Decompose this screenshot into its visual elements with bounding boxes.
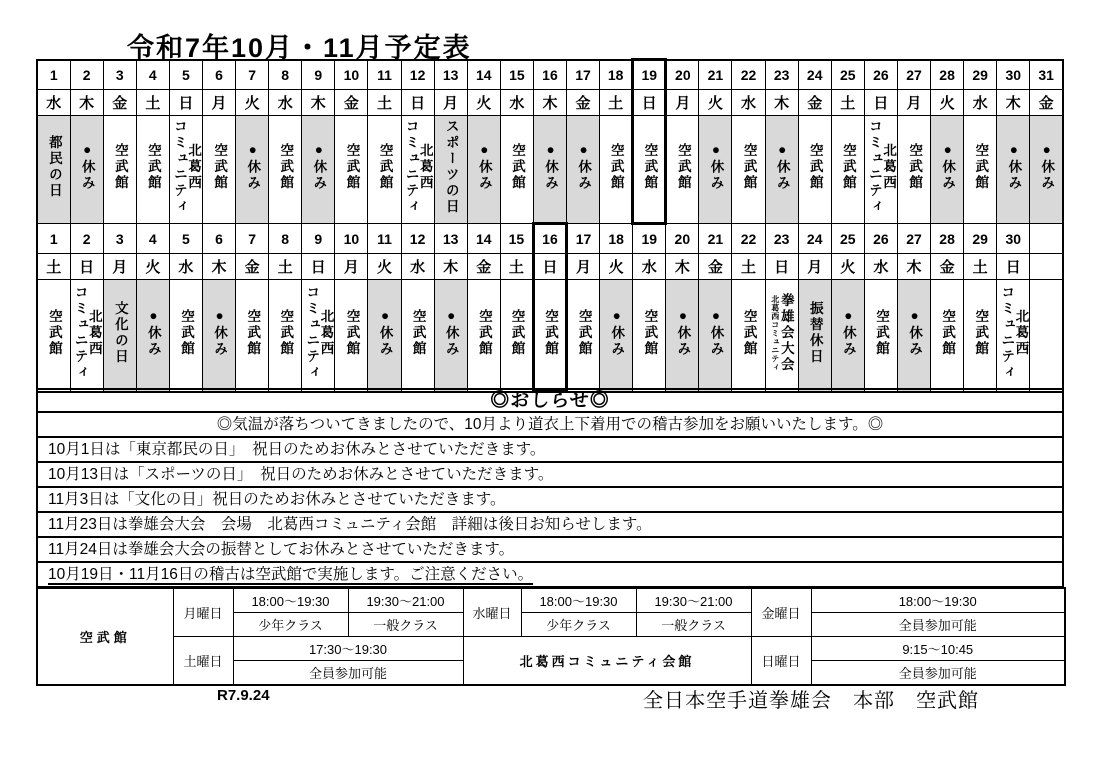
november-day18-weekday-cell: 火 [600,254,633,280]
november-day15-activity-cell [500,280,533,392]
activity-vertical-text: 空武館 [278,308,294,357]
activity-vertical-text: ●休み [543,141,559,192]
notice-text: 10月19日・11月16日の稽古は空武館で実施します。ご注意ください。 [48,566,534,583]
october-day8-date-cell: 8 [269,60,302,90]
activity-vertical-text: 空武館 [509,308,525,357]
notice-text: 10月13日は「スポーツの日」 祝日のためお休みとさせていただきます。 [48,466,554,483]
october-day23-activity-cell [765,116,798,224]
october-day2-activity-cell [70,116,103,224]
november-day5-weekday-cell: 水 [169,254,202,280]
november-day3-weekday-cell: 月 [103,254,136,280]
october-day3-activity-cell [103,116,136,224]
footer-organization: 全日本空手道拳雄会 本部 空武館 [643,690,979,712]
activity-vertical-text: 空武館 [245,308,261,357]
november-day19-date-cell: 19 [633,224,666,254]
november-day28-activity-cell [931,280,964,392]
activity-vertical-text: ●休み [708,142,724,192]
activity-vertical-text: 空武館 [608,143,624,191]
sunday-time: 9:15～10:45 [811,637,1065,661]
activity-vertical-text: ●休み [79,142,95,192]
november-day28-weekday-cell: 金 [931,254,964,280]
november-day2-date-cell: 2 [70,224,103,254]
october-day18-weekday-cell: 土 [600,90,633,116]
wednesday-slot2-time: 19:30～21:00 [636,588,751,613]
activity-vertical-text: 北葛西 コミュニティ [866,119,897,215]
october-day16-date-cell: 16 [533,60,566,90]
october-day25-weekday-cell: 土 [831,90,864,116]
november-activities-row [37,280,1063,392]
monday-label: 月曜日 [173,588,233,637]
october-day8-weekday-cell: 水 [269,90,302,116]
november-day18-date-cell: 18 [600,224,633,254]
november-day6-date-cell: 6 [202,224,235,254]
october-day24-date-cell: 24 [798,60,831,90]
november-day27-date-cell: 27 [897,224,930,254]
october-day28-weekday-cell: 火 [931,90,964,116]
october-day27-activity-cell [897,116,930,224]
friday-time: 18:00～19:30 [811,588,1065,613]
notice-text: 11月3日は「文化の日」祝日のためお休みとさせていただきます。 [48,491,506,508]
activity-vertical-text: 文化の日 [112,300,128,365]
october-day10-date-cell: 10 [335,60,368,90]
activity-vertical-text: ●休み [609,308,625,358]
notices-header: ◎おしらせ◎ [38,390,1062,413]
october-day25-activity-cell [831,116,864,224]
wednesday-label: 水曜日 [463,588,521,637]
november-day9-date-cell: 9 [302,224,335,254]
october-day1-date-cell: 1 [37,60,70,90]
november-day25-weekday-cell: 火 [831,254,864,280]
november-dayempty30-date-cell [1030,224,1063,254]
november-day1-date-cell: 1 [37,224,70,254]
november-day29-date-cell: 29 [964,224,997,254]
wednesday-slot1-time: 18:00～19:30 [521,588,636,613]
activity-vertical-text: 空武館 [212,143,228,191]
activity-vertical-text: 空武館 [642,142,658,191]
november-day11-weekday-cell: 火 [368,254,401,280]
activity-vertical-text: ●休み [476,142,492,192]
october-day3-weekday-cell: 金 [103,90,136,116]
november-day3-date-cell: 3 [103,224,136,254]
october-day17-date-cell: 17 [567,60,600,90]
november-day3-activity-cell [103,280,136,392]
october-day11-activity-cell [368,116,401,224]
notices-rows [38,413,1062,586]
october-day15-weekday-cell: 水 [500,90,533,116]
monday-slot1-class: 少年クラス [233,613,348,637]
october-day6-weekday-cell: 月 [202,90,235,116]
sunday-label: 日曜日 [751,637,811,686]
notice-row-3 [38,463,1062,488]
notice-row-7 [38,563,1062,586]
november-day22-activity-cell [732,280,765,392]
activity-vertical-text: 空武館 [940,308,956,357]
activity-vertical-text: 空武館 [509,143,525,191]
notice-row-4 [38,488,1062,513]
wednesday-slot1-class: 少年クラス [521,613,636,637]
november-day14-activity-cell [467,280,500,392]
october-day23-weekday-cell: 木 [765,90,798,116]
october-day14-weekday-cell: 火 [467,90,500,116]
activity-vertical-text: 都民の日 [46,135,62,199]
november-day5-activity-cell [169,280,202,392]
november-day23-weekday-cell: 日 [765,254,798,280]
november-dayempty30-weekday-cell [1030,254,1063,280]
activity-vertical-text: 空武館 [344,143,360,191]
october-day22-activity-cell [732,116,765,224]
wednesday-slot2-class: 一般クラス [636,613,751,637]
october-day5-date-cell: 5 [169,60,202,90]
activity-vertical-text: ●休み [443,308,459,358]
november-day1-activity-cell [37,280,70,392]
october-day12-weekday-cell: 日 [401,90,434,116]
october-day5-weekday-cell: 日 [169,90,202,116]
page-title: 令和7年10月・11月予定表 [127,33,472,63]
november-day26-activity-cell [864,280,897,392]
activity-vertical-text: 空武館 [46,308,62,357]
october-day18-date-cell: 18 [600,60,633,90]
october-day29-date-cell: 29 [964,60,997,90]
november-day12-activity-cell [401,280,434,392]
november-day23-activity-cell [765,280,798,392]
november-day30-weekday-cell: 日 [997,254,1030,280]
activity-vertical-text: 空武館 [741,143,757,191]
activity-vertical-text: 北葛西 コミュニティ [999,284,1029,381]
october-day11-date-cell: 11 [368,60,401,90]
october-day2-date-cell: 2 [70,60,103,90]
october-day29-activity-cell [964,116,997,224]
november-day6-weekday-cell: 木 [202,254,235,280]
activity-vertical-text: 空武館 [642,308,658,357]
october-dates-row [37,60,1063,90]
november-day24-date-cell: 24 [798,224,831,254]
october-day7-date-cell: 7 [236,60,269,90]
october-day23-date-cell: 23 [765,60,798,90]
october-day11-weekday-cell: 土 [368,90,401,116]
activity-vertical-text: ●休み [907,308,923,358]
november-dates-row [37,224,1063,254]
october-day3-date-cell: 3 [103,60,136,90]
october-day6-activity-cell [202,116,235,224]
october-day26-weekday-cell: 日 [864,90,897,116]
activity-vertical-text: 空武館 [741,308,757,357]
october-day22-date-cell: 22 [732,60,765,90]
october-day30-activity-cell [997,116,1030,224]
november-day13-date-cell: 13 [434,224,467,254]
october-day1-weekday-cell: 水 [37,90,70,116]
activity-vertical-text: 空武館 [873,308,889,357]
november-day4-date-cell: 4 [136,224,169,254]
activity-vertical-text: 空武館 [807,143,823,191]
sunday-class: 全員参加可能 [811,661,1065,686]
october-day17-weekday-cell: 金 [567,90,600,116]
november-day14-date-cell: 14 [467,224,500,254]
october-day18-activity-cell [600,116,633,224]
november-day25-date-cell: 25 [831,224,864,254]
november-day29-weekday-cell: 土 [964,254,997,280]
october-day16-activity-cell [533,116,566,224]
october-day26-date-cell: 26 [864,60,897,90]
activity-vertical-text: ●休み [377,308,393,358]
november-day22-weekday-cell: 土 [732,254,765,280]
november-day16-date-cell: 16 [533,224,566,254]
november-day9-activity-cell [302,280,335,392]
notice-text: 10月1日は「東京都民の日」 祝日のためお休みとさせていただきます。 [48,441,546,458]
october-day31-activity-cell [1030,116,1063,224]
october-day14-date-cell: 14 [467,60,500,90]
practice-schedule-table [36,587,1066,686]
november-day11-date-cell: 11 [368,224,401,254]
october-day16-weekday-cell: 木 [533,90,566,116]
november-day10-weekday-cell: 月 [335,254,368,280]
activity-vertical-text: 空武館 [973,308,989,357]
october-day4-weekday-cell: 土 [136,90,169,116]
activity-vertical-text: ●休み [311,142,327,192]
october-day13-weekday-cell: 月 [434,90,467,116]
november-day7-date-cell: 7 [236,224,269,254]
november-day7-weekday-cell: 金 [236,254,269,280]
november-day21-date-cell: 21 [699,224,732,254]
saturday-time: 17:30～19:30 [233,637,463,661]
november-day17-weekday-cell: 月 [567,254,600,280]
saturday-class: 全員参加可能 [233,661,463,686]
activity-vertical-text: 空武館 [377,143,393,191]
october-weekdays-row [37,90,1063,116]
november-day19-weekday-cell: 水 [633,254,666,280]
november-day20-activity-cell [666,280,699,392]
october-day7-weekday-cell: 火 [236,90,269,116]
activity-vertical-text: 空武館 [145,143,161,191]
october-day12-activity-cell [401,116,434,224]
november-day30-date-cell: 30 [997,224,1030,254]
notice-row-2 [38,438,1062,463]
activity-vertical-text: ●休み [145,308,161,358]
november-day28-date-cell: 28 [931,224,964,254]
october-day8-activity-cell [269,116,302,224]
notice-text: 11月23日は拳雄会大会 会場 北葛西コミュニティ会館 詳細は後日お知らせします。 [48,516,652,533]
activity-vertical-text: ●休み [245,142,261,192]
october-day25-date-cell: 25 [831,60,864,90]
october-day24-activity-cell [798,116,831,224]
november-day21-weekday-cell: 金 [699,254,732,280]
november-day4-weekday-cell: 火 [136,254,169,280]
activity-vertical-text: 空武館 [476,308,492,357]
november-day17-activity-cell [567,280,600,392]
november-day4-activity-cell [136,280,169,392]
november-weekdays-row [37,254,1063,280]
notice-row-1 [38,413,1062,438]
october-day6-date-cell: 6 [202,60,235,90]
november-day23-date-cell: 23 [765,224,798,254]
activity-vertical-text: ●休み [212,308,228,358]
notice-text: 11月24日は拳雄会大会の振替としてお休みとさせていただきます。 [48,541,515,558]
activity-vertical-text: スポーツの日 [443,119,459,215]
october-day5-activity-cell [169,116,202,224]
november-day10-date-cell: 10 [335,224,368,254]
october-day29-weekday-cell: 水 [964,90,997,116]
activity-vertical-text: 空武館 [973,143,989,191]
activity-vertical-text: 北葛西 コミュニティ [403,119,433,215]
october-day13-date-cell: 13 [434,60,467,90]
activity-vertical-text: ●休み [576,142,592,192]
october-day27-weekday-cell: 月 [897,90,930,116]
november-day20-weekday-cell: 木 [666,254,699,280]
venue-kubukan-label: 空武館 [37,588,173,685]
november-day14-weekday-cell: 金 [467,254,500,280]
notices-section [36,388,1064,588]
october-day15-date-cell: 15 [500,60,533,90]
saturday-label: 土曜日 [173,637,233,686]
activity-vertical-text: ●休み [675,308,691,358]
notice-row-5 [38,513,1062,538]
notice-row-6 [38,538,1062,563]
october-activities-row [37,116,1063,224]
friday-label: 金曜日 [751,588,811,637]
november-day13-activity-cell [434,280,467,392]
october-day28-date-cell: 28 [931,60,964,90]
october-day31-weekday-cell: 金 [1030,90,1063,116]
october-day27-date-cell: 27 [897,60,930,90]
activity-vertical-text: 空武館 [840,143,856,191]
monday-slot1-time: 18:00～19:30 [233,588,348,613]
november-day22-date-cell: 22 [732,224,765,254]
november-day1-weekday-cell: 土 [37,254,70,280]
november-day17-date-cell: 17 [567,224,600,254]
november-day24-activity-cell [798,280,831,392]
activity-vertical-text: ●休み [774,142,790,192]
october-day24-weekday-cell: 金 [798,90,831,116]
november-day30-activity-cell [997,280,1030,392]
november-day27-activity-cell [897,280,930,392]
november-day10-activity-cell [335,280,368,392]
november-day15-weekday-cell: 土 [500,254,533,280]
november-day21-activity-cell [699,280,732,392]
friday-class: 全員参加可能 [811,613,1065,637]
november-day26-weekday-cell: 水 [864,254,897,280]
november-day6-activity-cell [202,280,235,392]
october-day12-date-cell: 12 [401,60,434,90]
activity-vertical-text: ●休み [840,308,856,358]
activity-vertical-text: ●休み [1039,142,1055,192]
october-day9-date-cell: 9 [302,60,335,90]
october-day17-activity-cell [567,116,600,224]
november-day24-weekday-cell: 月 [798,254,831,280]
activity-vertical-text: 空武館 [576,308,592,357]
october-day9-activity-cell [302,116,335,224]
october-day7-activity-cell [236,116,269,224]
october-day31-date-cell: 31 [1030,60,1063,90]
activity-vertical-text: 空武館 [112,143,128,191]
october-day21-date-cell: 21 [699,60,732,90]
october-day28-activity-cell [931,116,964,224]
activity-vertical-text: 空武館 [344,308,360,357]
october-day4-activity-cell [136,116,169,224]
activity-vertical-text: 振替休日 [807,300,823,365]
october-day20-activity-cell [666,116,699,224]
october-day22-weekday-cell: 水 [732,90,765,116]
october-day9-weekday-cell: 木 [302,90,335,116]
november-day18-activity-cell [600,280,633,392]
october-day10-activity-cell [335,116,368,224]
activity-vertical-text: 空武館 [907,143,923,191]
activity-vertical-text: 空武館 [179,308,194,357]
october-day2-weekday-cell: 木 [70,90,103,116]
activity-vertical-text: ●休み [1006,142,1022,192]
october-day4-date-cell: 4 [136,60,169,90]
notice-text: ◎気温が落ちついてきましたので、10月より道衣上下着用での稽古参加をお願いいたします。◎ [216,416,884,433]
november-day12-weekday-cell: 水 [401,254,434,280]
october-day13-activity-cell [434,116,467,224]
venue-kitakasai-label: 北葛西コミュニティ会館 [463,637,751,686]
activity-vertical-text: 空武館 [543,308,559,357]
november-day19-activity-cell [633,280,666,392]
activity-vertical-text: 北葛西 コミュニティ [171,119,202,215]
october-day19-activity-cell [633,116,666,224]
activity-vertical-text: 拳雄会大会 北葛西コミュニティ [770,292,794,373]
november-day29-activity-cell [964,280,997,392]
november-day20-date-cell: 20 [666,224,699,254]
october-day21-weekday-cell: 火 [699,90,732,116]
activity-vertical-text: 空武館 [675,143,691,191]
november-day9-weekday-cell: 日 [302,254,335,280]
october-day15-activity-cell [500,116,533,224]
october-day20-date-cell: 20 [666,60,699,90]
november-day8-date-cell: 8 [269,224,302,254]
november-day12-date-cell: 12 [401,224,434,254]
november-day15-date-cell: 15 [500,224,533,254]
november-day7-activity-cell [236,280,269,392]
october-day26-activity-cell [864,116,897,224]
october-day10-weekday-cell: 金 [335,90,368,116]
november-day2-weekday-cell: 日 [70,254,103,280]
october-day1-activity-cell [37,116,70,224]
monday-slot2-class: 一般クラス [348,613,463,637]
october-day14-activity-cell [467,116,500,224]
activity-vertical-text: 空武館 [278,143,294,191]
november-day16-weekday-cell: 日 [533,254,566,280]
october-day19-weekday-cell: 日 [633,90,666,116]
monday-slot2-time: 19:30～21:00 [348,588,463,613]
november-day8-activity-cell [269,280,302,392]
november-day27-weekday-cell: 木 [897,254,930,280]
november-day11-activity-cell [368,280,401,392]
activity-vertical-text: 北葛西 コミュニティ [72,284,102,381]
activity-vertical-text: ●休み [708,308,724,358]
calendar-table [36,58,1064,393]
october-day30-weekday-cell: 木 [997,90,1030,116]
november-day13-weekday-cell: 木 [434,254,467,280]
activity-vertical-text: 空武館 [410,308,426,357]
october-day21-activity-cell [699,116,732,224]
november-day2-activity-cell [70,280,103,392]
activity-vertical-text: ●休み [940,142,956,192]
november-day16-activity-cell [533,280,566,392]
activity-vertical-text: 北葛西 コミュニティ [304,284,334,381]
november-day8-weekday-cell: 土 [269,254,302,280]
footer-issue-date: R7.9.24 [217,687,270,704]
october-day30-date-cell: 30 [997,60,1030,90]
october-day20-weekday-cell: 月 [666,90,699,116]
november-day5-date-cell: 5 [169,224,202,254]
october-day19-date-cell: 19 [633,60,666,90]
november-day25-activity-cell [831,280,864,392]
november-dayempty30-activity-cell [1030,280,1063,392]
november-day26-date-cell: 26 [864,224,897,254]
